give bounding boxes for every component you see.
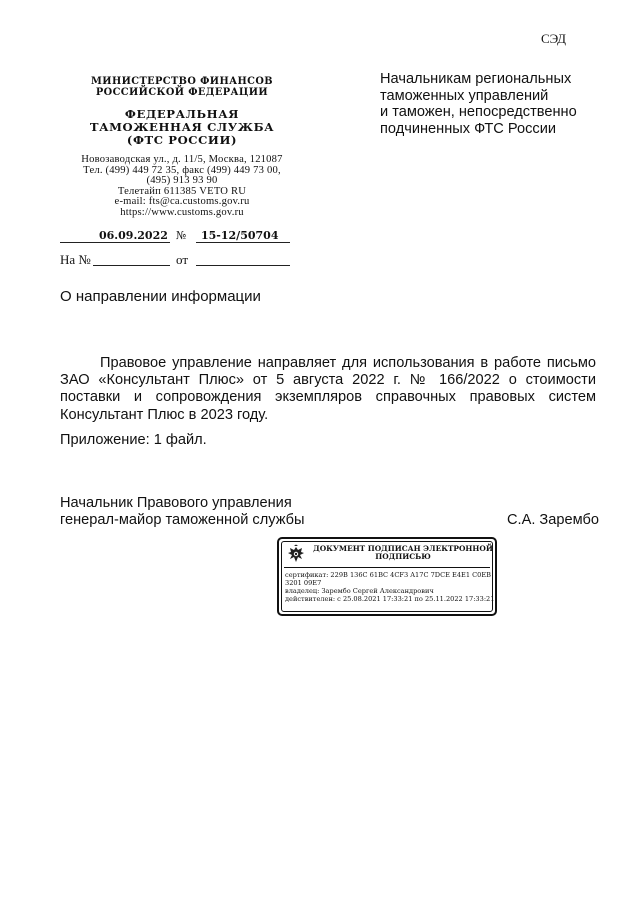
sender-email: e-mail: fts@ca.customs.gov.ru bbox=[114, 196, 250, 208]
service-line-1: ФЕДЕРАЛЬНАЯ bbox=[124, 107, 240, 121]
service-name bbox=[60, 108, 304, 147]
stamp-validity: действителен: с 25.08.2021 17:33:21 по 25.11.2022 17:33:21 bbox=[285, 595, 495, 603]
sender-phone-1: Тел. (499) 449 72 35, факс (499) 449 73 00, bbox=[83, 164, 281, 176]
stamp-title-line-1: ДОКУМЕНТ ПОДПИСАН ЭЛЕКТРОННОЙ bbox=[313, 544, 493, 553]
ministry-name bbox=[60, 76, 304, 98]
sender-teletype: Телетайп 611385 VETO RU bbox=[117, 185, 247, 197]
ministry-line-2: РОССИЙСКОЙ ФЕДЕРАЦИИ bbox=[95, 87, 269, 98]
service-line-3: (ФТС РОССИИ) bbox=[126, 133, 238, 147]
sender-website: https://www.customs.gov.ru bbox=[120, 206, 244, 218]
stamp-title-line-2: ПОДПИСЬЮ bbox=[375, 552, 431, 562]
date-underline bbox=[60, 242, 170, 243]
recipient-line-2: таможенных управлений bbox=[380, 87, 549, 104]
attachment-note: Приложение: 1 файл. bbox=[60, 432, 207, 448]
reference-label: На № bbox=[60, 252, 91, 267]
registration-date: 06.09.2022 bbox=[99, 229, 168, 242]
eagle-emblem-icon bbox=[285, 544, 307, 566]
signer-position-line-1: Начальник Правового управления bbox=[60, 495, 292, 511]
recipient-line-3: и таможен, непосредственно bbox=[380, 104, 577, 121]
number-underline bbox=[196, 242, 290, 243]
ministry-line-1: МИНИСТЕРСТВО ФИНАНСОВ bbox=[91, 76, 273, 87]
stamp-certificate-line-2: 3201 09E7 bbox=[285, 579, 322, 587]
registration-number: 15-12/50704 bbox=[201, 229, 279, 242]
recipient-line-1: Начальникам региональных bbox=[380, 71, 572, 87]
reference-date-underline bbox=[196, 265, 290, 266]
sender-block bbox=[60, 76, 304, 219]
number-sign: № bbox=[176, 229, 187, 242]
stamp-details bbox=[285, 571, 494, 603]
recipient-line-4: подчиненных ФТС России bbox=[380, 120, 556, 137]
sender-address: Новозаводская ул., д. 11/5, Москва, 121087 bbox=[81, 154, 283, 165]
letter-subject: О направлении информации bbox=[60, 288, 261, 305]
stamp-title bbox=[313, 545, 493, 562]
stamp-owner: владелец: Зарембо Сергей Александрович bbox=[285, 587, 434, 595]
service-line-2: ТАМОЖЕННАЯ СЛУЖБА bbox=[89, 120, 275, 134]
sender-contacts bbox=[60, 155, 304, 219]
stamp-certificate-line-1: сертификат: 229B 136C 61BC 4CF3 A17C 7DCE E4E1 C0EB bbox=[285, 571, 492, 579]
signer-position-line-2: генерал-майор таможенной службы bbox=[60, 512, 305, 529]
sed-mark: СЭД bbox=[541, 31, 567, 46]
signer-position bbox=[60, 495, 304, 529]
stamp-divider bbox=[284, 567, 490, 568]
letter-body: Правовое управление направляет для использования в работе письмо ЗАО «Консультант Плюс» от 5 августа 2022 г. № 166/2022 о стоимости поставки и сопровождения экземпляров справочных правовых систем Консультант Плюс в 2023 году. bbox=[60, 355, 596, 423]
recipient-block bbox=[380, 71, 600, 137]
reference-underline bbox=[93, 265, 170, 266]
electronic-signature-stamp bbox=[277, 537, 497, 616]
sender-phone-2: (495) 913 93 90 bbox=[146, 175, 218, 187]
reference-from-label: от bbox=[176, 252, 189, 267]
signer-name: С.А. Зарембо bbox=[507, 512, 599, 528]
